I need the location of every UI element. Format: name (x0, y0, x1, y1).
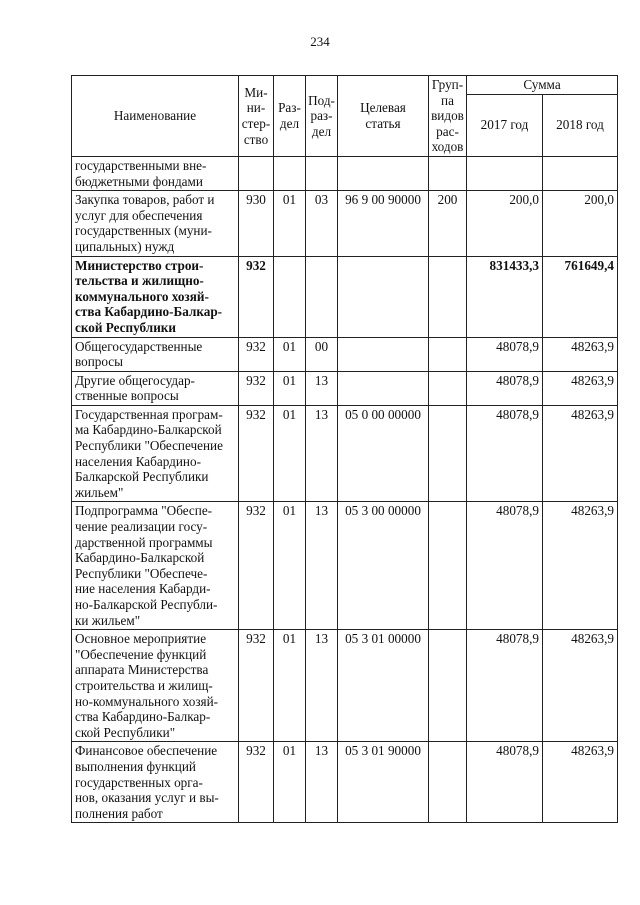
row-sum-2018: 48263,9 (543, 630, 618, 742)
header-year-2017: 2017 год (467, 94, 543, 156)
row-name: Закупка товаров, работ и услуг для обеспечения государственных (муни- ципальных) нужд (72, 191, 239, 256)
row-target (338, 337, 429, 371)
row-group (429, 405, 467, 502)
row-sum-2018: 200,0 (543, 191, 618, 256)
row-name: Министерство строи- тельства и жилищно- коммунального хозяй- ства Кабардино-Балкар- ской Республики (72, 256, 239, 337)
table-row (72, 191, 618, 256)
row-sum-2018: 761649,4 (543, 256, 618, 337)
row-section: 01 (274, 630, 306, 742)
row-sum-2018: 48263,9 (543, 502, 618, 630)
table-row (72, 742, 618, 823)
row-section (274, 256, 306, 337)
row-group (429, 502, 467, 630)
header-sum: Сумма (467, 76, 618, 95)
row-target: 05 0 00 00000 (338, 405, 429, 502)
header-section: Раз- дел (274, 76, 306, 157)
row-target (338, 371, 429, 405)
row-name: государственными вне- бюджетными фондами (72, 156, 239, 190)
row-sum-2017: 48078,9 (467, 742, 543, 823)
row-name: Подпрограмма "Обеспе- чение реализации госу- дарственной программы Кабардино-Балкарской Республики "Обеспече- ние населения Кабарди- но-Балкарской Республи- ки жильем" (72, 502, 239, 630)
row-ministry: 932 (239, 337, 274, 371)
row-sum-2017: 48078,9 (467, 405, 543, 502)
row-name: Другие общегосудар- ственные вопросы (72, 371, 239, 405)
row-section (274, 156, 306, 190)
table-row (72, 156, 618, 190)
budget-table (71, 75, 618, 823)
row-name: Общегосударственные вопросы (72, 337, 239, 371)
row-name: Государственная програм- ма Кабардино-Балкарской Республики "Обеспечение населения Кабардино- Балкарской Республики жильем" (72, 405, 239, 502)
row-subsection: 00 (306, 337, 338, 371)
row-target: 96 9 00 90000 (338, 191, 429, 256)
table-row (72, 405, 618, 502)
row-ministry: 932 (239, 630, 274, 742)
row-ministry: 932 (239, 371, 274, 405)
row-target (338, 156, 429, 190)
header-year-2018: 2018 год (543, 94, 618, 156)
row-section: 01 (274, 502, 306, 630)
row-sum-2018 (543, 156, 618, 190)
row-target: 05 3 01 90000 (338, 742, 429, 823)
row-ministry: 932 (239, 742, 274, 823)
row-sum-2018: 48263,9 (543, 742, 618, 823)
row-name: Финансовое обеспечение выполнения функций государственных орга- нов, оказания услуг и вы- полнения работ (72, 742, 239, 823)
row-group (429, 371, 467, 405)
row-subsection (306, 256, 338, 337)
row-ministry: 932 (239, 405, 274, 502)
row-section: 01 (274, 405, 306, 502)
row-sum-2018: 48263,9 (543, 337, 618, 371)
table-row (72, 337, 618, 371)
row-ministry: 932 (239, 256, 274, 337)
row-group (429, 156, 467, 190)
row-group (429, 742, 467, 823)
row-target: 05 3 01 00000 (338, 630, 429, 742)
row-sum-2017 (467, 156, 543, 190)
row-sum-2017: 831433,3 (467, 256, 543, 337)
row-subsection: 13 (306, 502, 338, 630)
header-row (72, 76, 618, 95)
row-sum-2018: 48263,9 (543, 405, 618, 502)
header-ministry: Ми- ни- стер- ство (239, 76, 274, 157)
page-number: 234 (310, 34, 330, 49)
row-sum-2018: 48263,9 (543, 371, 618, 405)
row-group (429, 630, 467, 742)
table-row (72, 371, 618, 405)
row-group (429, 256, 467, 337)
row-sum-2017: 48078,9 (467, 502, 543, 630)
row-subsection: 13 (306, 742, 338, 823)
row-section: 01 (274, 191, 306, 256)
row-target: 05 3 00 00000 (338, 502, 429, 630)
row-target (338, 256, 429, 337)
row-subsection: 13 (306, 405, 338, 502)
row-section: 01 (274, 742, 306, 823)
row-subsection: 13 (306, 371, 338, 405)
row-subsection (306, 156, 338, 190)
row-section: 01 (274, 371, 306, 405)
row-group: 200 (429, 191, 467, 256)
row-subsection: 03 (306, 191, 338, 256)
row-group (429, 337, 467, 371)
table-body (72, 156, 618, 822)
row-ministry: 930 (239, 191, 274, 256)
header-name: Наименование (72, 76, 239, 157)
header-subsection: Под- раз- дел (306, 76, 338, 157)
header-target: Целевая статья (338, 76, 429, 157)
table-row (72, 502, 618, 630)
row-sum-2017: 200,0 (467, 191, 543, 256)
row-sum-2017: 48078,9 (467, 371, 543, 405)
row-sum-2017: 48078,9 (467, 337, 543, 371)
table-row (72, 630, 618, 742)
row-section: 01 (274, 337, 306, 371)
row-sum-2017: 48078,9 (467, 630, 543, 742)
row-subsection: 13 (306, 630, 338, 742)
table-row (72, 256, 618, 337)
row-name: Основное мероприятие "Обеспечение функций аппарата Министерства строительства и жилищ- но-коммунального хозяй- ства Кабардино-Балкар- ской Республики" (72, 630, 239, 742)
header-group: Груп- па видов рас- ходов (429, 76, 467, 157)
row-ministry (239, 156, 274, 190)
row-ministry: 932 (239, 502, 274, 630)
